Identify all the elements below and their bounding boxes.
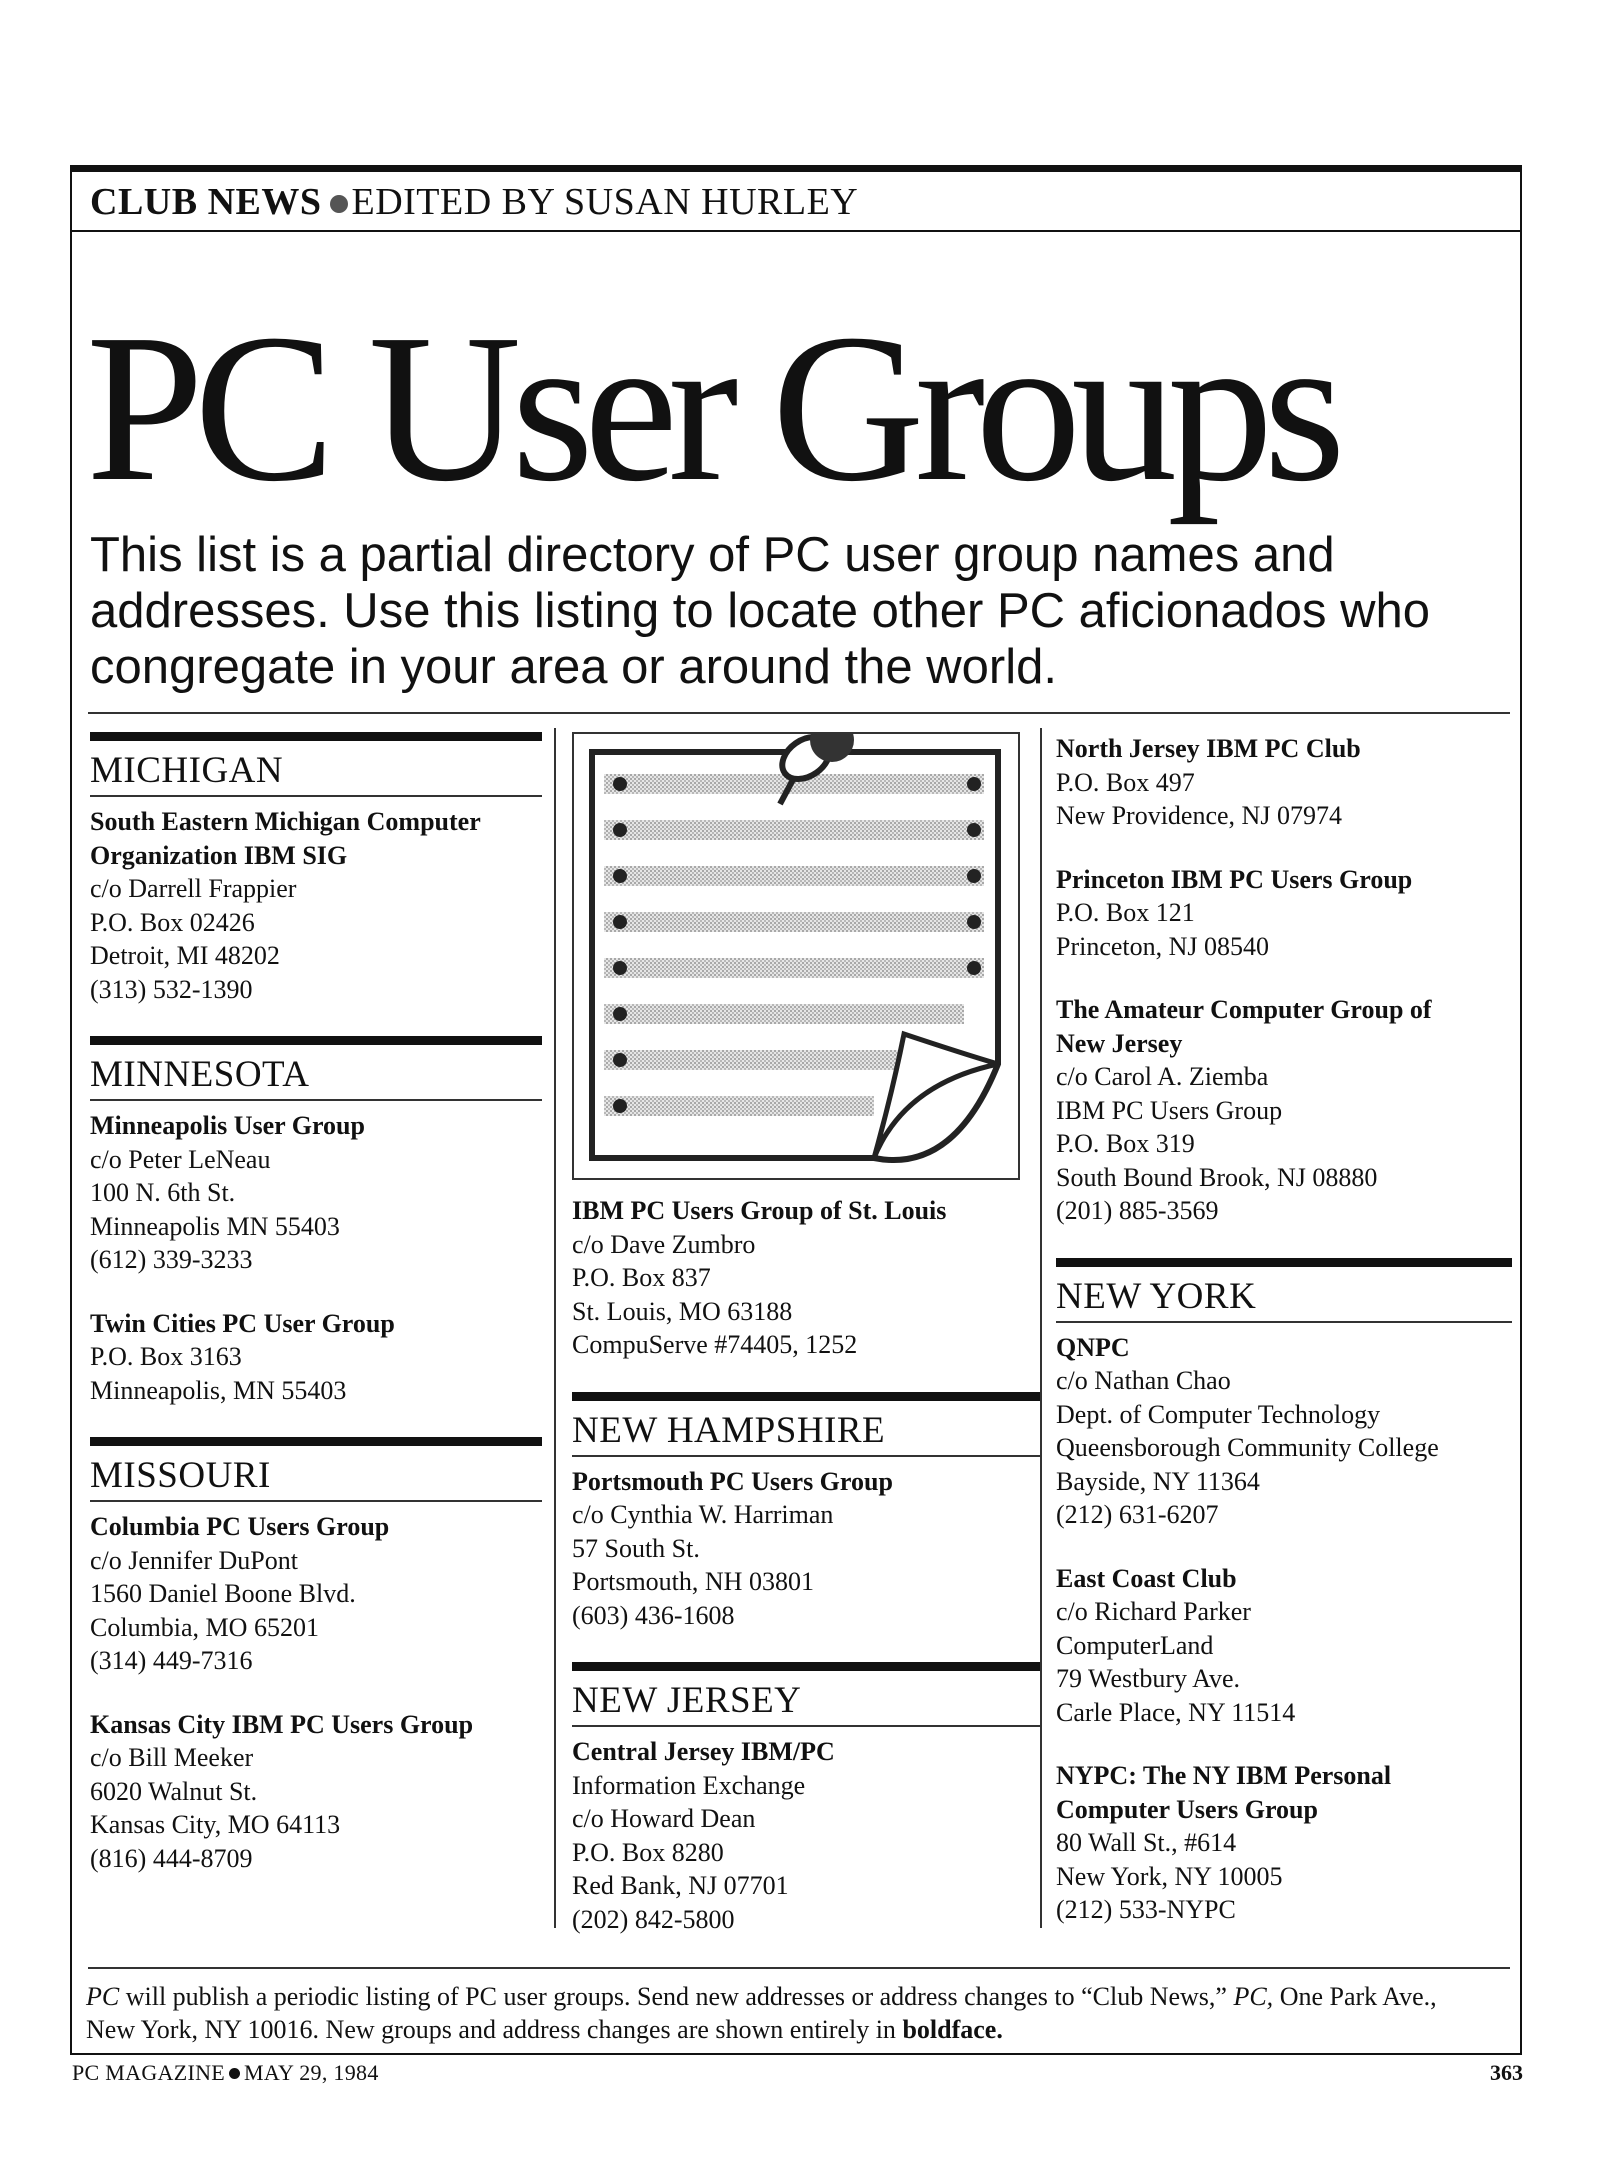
state-heading: NEW JERSEY — [572, 1671, 1040, 1727]
column-right — [1056, 732, 1512, 1957]
group-name: Portsmouth PC Users Group — [572, 1466, 893, 1496]
phone-line: (202) 842-5800 — [572, 1904, 735, 1934]
column-divider — [1040, 728, 1042, 1928]
address-line: Princeton, NJ 08540 — [1056, 931, 1270, 961]
list-item — [1056, 1562, 1512, 1730]
state-section-michigan — [90, 732, 542, 1006]
address-line: c/o Howard Dean — [572, 1804, 756, 1833]
address-line: 6020 Walnut St. — [90, 1776, 258, 1806]
group-name: NYPC: The NY IBM Personal — [1056, 1761, 1392, 1790]
page-footer — [72, 2060, 379, 2086]
group-name: The Amateur Computer Group of — [1056, 995, 1432, 1024]
state-bar — [572, 1662, 1040, 1671]
state-section-new-hampshire — [572, 1392, 1040, 1633]
address-line: P.O. Box 8280 — [572, 1837, 724, 1867]
editor-credit: EDITED BY SUSAN HURLEY — [351, 181, 859, 223]
address-line: c/o Dave Zumbro — [572, 1229, 756, 1259]
state-heading: NEW YORK — [1056, 1267, 1512, 1323]
address-line: 57 South St. — [572, 1533, 700, 1563]
address-line: P.O. Box 319 — [1056, 1129, 1195, 1158]
group-name: North Jersey IBM PC Club — [1056, 734, 1361, 763]
address-line: P.O. Box 497 — [1056, 767, 1195, 797]
column-middle — [572, 732, 1040, 1966]
address-line: 100 N. 6th St. — [90, 1178, 236, 1207]
address-line: 79 Westbury Ave. — [1056, 1664, 1240, 1693]
pinned-note-icon — [572, 732, 1020, 1180]
address-line: Columbia, MO 65201 — [90, 1612, 319, 1642]
address-line: New York, NY 10005 — [1056, 1861, 1283, 1891]
group-name: Kansas City IBM PC Users Group — [90, 1709, 474, 1739]
magazine-name: PC — [86, 1982, 120, 2011]
state-heading: MINNESOTA — [90, 1045, 542, 1101]
bullet-icon — [330, 195, 348, 213]
state-bar — [1056, 1258, 1512, 1267]
state-heading: NEW HAMPSHIRE — [572, 1401, 1040, 1457]
list-item — [90, 1307, 542, 1408]
address-line: Queensborough Community College — [1056, 1433, 1439, 1462]
state-bar — [572, 1392, 1040, 1401]
address-line: Kansas City, MO 64113 — [90, 1810, 341, 1839]
intro-text: This list is a partial directory of PC user group names and addresses. Use this listing to locate other PC aficionados who congregate in your area or around the world. — [90, 528, 1431, 694]
list-item — [572, 1735, 1040, 1936]
state-section-new-york — [1056, 1258, 1512, 1927]
page-title: PC User Groups — [86, 290, 1336, 525]
divider — [88, 1967, 1510, 1969]
phone-line: (201) 885-3569 — [1056, 1196, 1219, 1225]
state-section-minnesota — [90, 1036, 542, 1407]
address-line: c/o Richard Parker — [1056, 1597, 1251, 1626]
group-name: New Jersey — [1056, 1028, 1183, 1058]
phone-line: (212) 631-6207 — [1056, 1500, 1219, 1529]
address-line: Detroit, MI 48202 — [90, 941, 280, 970]
phone-line: (313) 532-1390 — [90, 974, 253, 1004]
address-line: c/o Bill Meeker — [90, 1743, 254, 1772]
list-item — [90, 805, 542, 1006]
group-name: Princeton IBM PC Users Group — [1056, 864, 1413, 894]
address-line: c/o Darrell Frappier — [90, 874, 297, 903]
magazine-title: PC MAGAZINE — [72, 2060, 226, 2085]
list-item — [572, 1194, 1040, 1362]
address-line: c/o Cynthia W. Harriman — [572, 1500, 834, 1529]
group-name: Central Jersey IBM/PC — [572, 1737, 835, 1766]
list-item — [572, 1465, 1040, 1633]
address-line: c/o Nathan Chao — [1056, 1366, 1231, 1395]
state-heading: MISSOURI — [90, 1446, 542, 1502]
state-bar — [90, 1437, 542, 1446]
phone-line: (314) 449-7316 — [90, 1646, 253, 1675]
group-name: South Eastern Michigan Computer — [90, 807, 481, 836]
group-name: Columbia PC Users Group — [90, 1512, 390, 1541]
address-line: 80 Wall St., #614 — [1056, 1828, 1237, 1857]
address-line: Minneapolis, MN 55403 — [90, 1375, 347, 1405]
list-item — [90, 1109, 542, 1277]
state-section-new-jersey — [572, 1662, 1040, 1936]
state-section-missouri — [90, 1437, 542, 1875]
article-frame — [70, 165, 1522, 2055]
list-item — [90, 1708, 542, 1876]
list-item — [1056, 993, 1512, 1228]
group-name: Organization IBM SIG — [90, 840, 348, 870]
group-name: East Coast Club — [1056, 1563, 1237, 1593]
section-kicker — [72, 172, 1520, 232]
column-left — [90, 732, 542, 1905]
address-line: Portsmouth, NH 03801 — [572, 1567, 814, 1596]
list-item — [1056, 1331, 1512, 1532]
group-name: QNPC — [1056, 1332, 1130, 1362]
phone-line: (612) 339-3233 — [90, 1245, 253, 1274]
page-number: 363 — [1490, 2060, 1523, 2085]
address-line: IBM PC Users Group — [1056, 1095, 1283, 1125]
address-line: St. Louis, MO 63188 — [572, 1296, 793, 1326]
list-item — [1056, 863, 1512, 964]
section-name: CLUB NEWS — [90, 181, 322, 223]
note-text: will publish a periodic listing of PC user groups. Send new addresses or address changes to “Club News,” — [119, 1982, 1234, 2011]
address-line: ComputerLand — [1056, 1630, 1214, 1660]
state-bar — [90, 1036, 542, 1045]
address-line: P.O. Box 121 — [1056, 898, 1195, 927]
phone-line: (603) 436-1608 — [572, 1600, 735, 1630]
address-line: P.O. Box 837 — [572, 1263, 711, 1292]
address-line: P.O. Box 02426 — [90, 907, 255, 937]
address-line: Information Exchange — [572, 1770, 806, 1800]
magazine-name: PC, — [1233, 1982, 1274, 2011]
address-line: P.O. Box 3163 — [90, 1342, 242, 1371]
group-name: Minneapolis User Group — [90, 1111, 365, 1140]
address-line: Dept. of Computer Technology — [1056, 1399, 1381, 1429]
address-line: Red Bank, NJ 07701 — [572, 1871, 789, 1900]
group-name: IBM PC Users Group of St. Louis — [572, 1196, 947, 1225]
phone-line: (816) 444-8709 — [90, 1843, 253, 1873]
address-line: New Providence, NJ 07974 — [1056, 801, 1342, 830]
address-line: c/o Peter LeNeau — [90, 1144, 271, 1174]
address-line: Minneapolis MN 55403 — [90, 1211, 340, 1241]
state-heading: MICHIGAN — [90, 741, 542, 797]
list-item — [1056, 732, 1512, 833]
bullet-icon — [229, 2068, 240, 2079]
group-name: Twin Cities PC User Group — [90, 1308, 395, 1338]
submission-note — [86, 1980, 1486, 2046]
phone-line: (212) 533-NYPC — [1056, 1895, 1236, 1924]
issue-date: MAY 29, 1984 — [244, 2060, 379, 2085]
column-divider — [554, 728, 556, 1928]
address-line: c/o Jennifer DuPont — [90, 1545, 298, 1575]
address-line: c/o Carol A. Ziemba — [1056, 1062, 1269, 1091]
address-line: 1560 Daniel Boone Blvd. — [90, 1579, 356, 1608]
contact-line: CompuServe #74405, 1252 — [572, 1330, 858, 1359]
list-item — [90, 1510, 542, 1678]
note-text: One Park Ave., New York, NY 10016. New groups and address changes are shown entirely in — [86, 1982, 1437, 2044]
divider — [88, 712, 1510, 714]
address-line: South Bound Brook, NJ 08880 — [1056, 1162, 1378, 1192]
group-name: Computer Users Group — [1056, 1794, 1318, 1824]
note-emphasis: boldface. — [902, 2015, 1003, 2044]
address-line: Bayside, NY 11364 — [1056, 1466, 1260, 1496]
address-line: Carle Place, NY 11514 — [1056, 1697, 1296, 1727]
state-bar — [90, 732, 542, 741]
list-item — [1056, 1759, 1512, 1927]
